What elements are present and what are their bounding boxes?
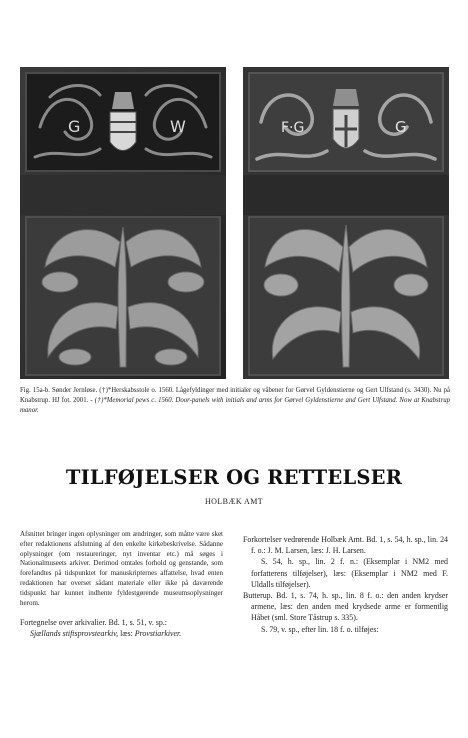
initial-g-a: G (68, 117, 81, 136)
archive-correction-italic-2: Provstiarkiver. (134, 629, 182, 639)
archive-correction-text: Fortegnelse over arkivalier. Bd. 1, s. 51, v. sp.: (20, 618, 167, 628)
carved-panel-a-image (20, 67, 226, 379)
photo-pew-panel-b (243, 67, 449, 379)
intro-paragraph: Afsnittet bringer ingen oplysninger om ændringer, som måtte være sket efter redaktionens afslutning af den enkelte kirkebeskrivelse. Sådanne oplysninger (om restaureringer, nyt inventar etc.) må søges i Nationalmuseets arkiver. Derimod omtales forhold og genstande, som forefandtes på tidspunktet for manuskripternes affattelse, hvad enten redaktionen har overset sådant materiale eller ikke på daværende tidspunkt har kunnet indhente fyldestgørende museumsoplysninger herom. (20, 530, 223, 607)
page-title: TILFØJELSER OG RETTELSER (65, 466, 403, 489)
left-column (20, 530, 223, 639)
figure-caption (20, 386, 450, 416)
initials-fg: F·G (281, 120, 305, 136)
correction-entry: S. 54, h. sp., lin. 2 f. n.: (Eksemplar i NM2 med forfatterens tilføjelser), læs: (Eksemplar i NM2 med F. Uldalls tilføjelser). (251, 557, 448, 589)
caption-danish: Fig. 15a-b. Sønder Jernløse. (†)*Herskabsstole o. 1560. Lågefyldinger med initialer og våbener for Gørvel Gyldenstierne og Gert Ulfstand (s. 3430). Nu på Knabstrup. HJ fot. 2001. - (20, 387, 450, 404)
archive-correction-rest: læs: (118, 629, 135, 639)
correction-entry: S. 79, v. sp., efter lin. 18 f. o. tilføjes: (261, 624, 379, 634)
correction-entry: Butterup. Bd. 1, s. 74, h. sp., lin. 8 f. o.: den anden krydser armene, læs: den anden med krydsede arme er formentlig Håbet (sml. Store Tåstrup s. 335). (243, 591, 448, 623)
right-column (243, 534, 448, 635)
caption-english: (†)*Memorial pews c. 1560. Door-panels with initials and arms for Gørvel Gyldenstierne and Gert Ulfstand. Now at Knabstrup manor. (20, 397, 451, 414)
initial-w: W (170, 117, 186, 136)
section-subtitle: HOLBÆK AMT (204, 497, 263, 506)
archive-correction-paragraph (20, 617, 223, 639)
archive-correction-italic: Sjællands stiftsprovstearkiv, (30, 629, 119, 639)
carved-panel-b-image (243, 67, 449, 379)
correction-entry: Forkortelser vedrørende Holbæk Amt. Bd. 1, s. 54, h. sp., lin. 24 f. o.: J. M. Larsen, læs: J. H. Larsen. (243, 535, 448, 556)
initial-g-b: G (395, 118, 407, 136)
photo-pew-panel-a (20, 67, 226, 379)
